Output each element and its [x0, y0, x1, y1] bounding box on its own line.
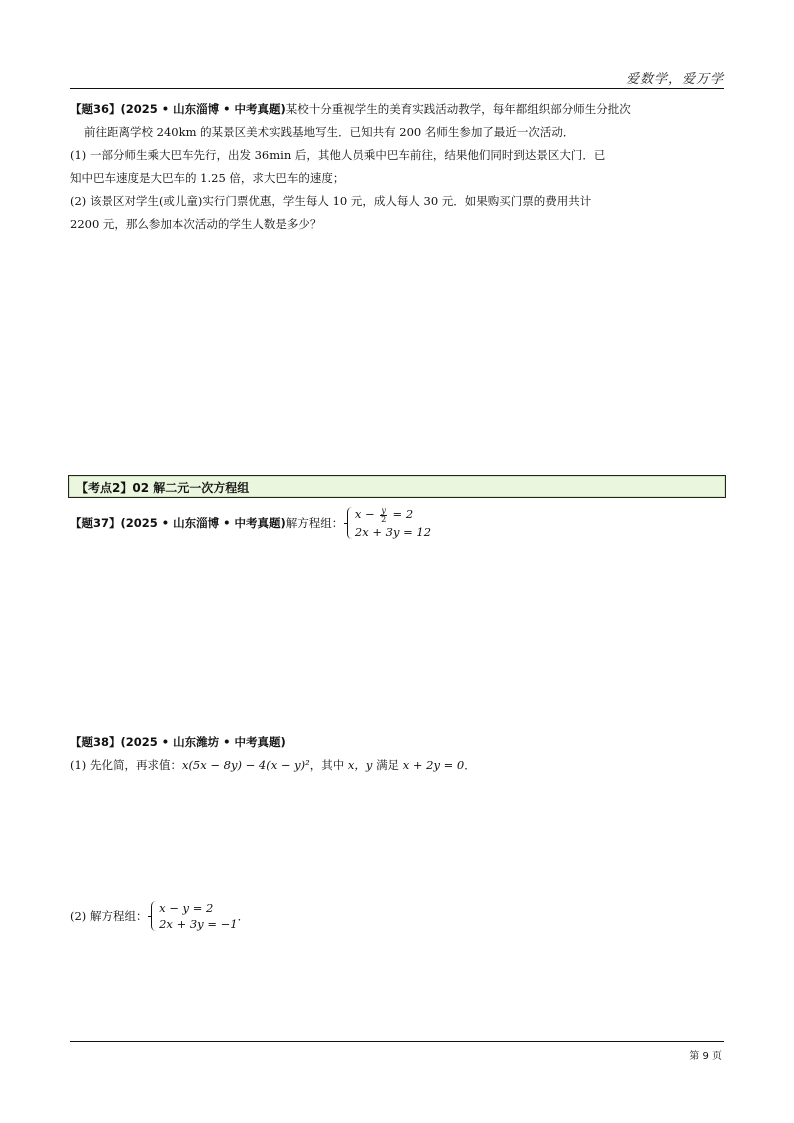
q37-eq1-right: = 2 — [392, 507, 414, 521]
question-37 — [70, 506, 725, 540]
q38-part1-cond-text: 满足 — [376, 758, 400, 772]
page-number: 第 9 页 — [689, 1051, 722, 1062]
q36-part1-line1: (1) 一部分师生乘大巴车先行，出发 36min 后，其他人员乘中巴车前往，结果他们同时到达景区大门．已 — [70, 148, 606, 162]
q38-part1 — [70, 754, 725, 777]
q38-part2-prefix: (2) 解方程组： — [70, 909, 148, 923]
q38-part1-end: ． — [464, 758, 476, 772]
q37-eq1-fraction — [380, 507, 387, 524]
q38-tag: 【题38】(2025 • 山东潍坊 • 中考真题) — [70, 735, 286, 749]
section-title: 【考点2】02 解二元一次方程组 — [76, 481, 250, 495]
q38-part1-mid: ，其中 — [309, 758, 345, 772]
q37-eq1-left: x − — [354, 507, 375, 521]
q36-tag: 【题36】(2025 • 山东淄博 • 中考真题) — [70, 102, 286, 116]
q36-part2-line2: 2200 元，那么参加本次活动的学生人数是多少？ — [70, 217, 322, 231]
q37-prompt: 解方程组： — [285, 515, 344, 530]
q38-part1-vars: x，y — [347, 758, 373, 772]
q37-brace — [347, 507, 353, 539]
q37-eq1 — [355, 506, 431, 524]
q37-eq2: 2x + 3y = 12 — [354, 524, 432, 539]
question-38 — [70, 731, 725, 777]
q36-stem-1: 某校十分重视学生的美育实践活动教学，每年都组织部分师生分批次 — [285, 102, 631, 116]
q37-frac-num: y — [381, 505, 386, 515]
q38-eq1: x − y = 2 — [159, 901, 214, 915]
q36-part2-line1: (2) 该景区对学生(或儿童)实行门票优惠，学生每人 10 元，成人每人 30 元．如果购买门票的费用共计 — [70, 194, 592, 208]
q38-part1-expression: x(5x − 8y) − 4(x − y)² — [181, 758, 310, 772]
q37-tag: 【题37】(2025 • 山东淄博 • 中考真题) — [70, 515, 286, 530]
q36-stem-line2: 前往距离学校 240km 的某景区美术实践基地写生．已知共有 200 名师生参加了最近一次活动． — [84, 125, 575, 139]
q38-part2 — [70, 900, 725, 932]
q37-equation-system — [347, 506, 431, 540]
header-motto: 爱数学，爱万学 — [625, 72, 724, 87]
header-rule — [70, 88, 724, 89]
q36-stem-line1 — [70, 98, 725, 121]
q38-part1-prefix: (1) 先化简，再求值： — [70, 758, 182, 772]
question-36 — [70, 98, 725, 236]
q38-eq2: 2x + 3y = −1 — [159, 917, 238, 931]
q38-part2-end: ． — [237, 909, 250, 923]
q38-part1-condition: x + 2y = 0 — [402, 758, 465, 772]
footer-rule — [70, 1041, 724, 1042]
q36-part1-line2: 知中巴车速度是大巴车的 1.25 倍，求大巴车的速度； — [70, 171, 345, 185]
q38-brace — [151, 901, 157, 931]
q37-frac-den: 2 — [381, 514, 387, 524]
q38-equation-system — [151, 900, 237, 932]
